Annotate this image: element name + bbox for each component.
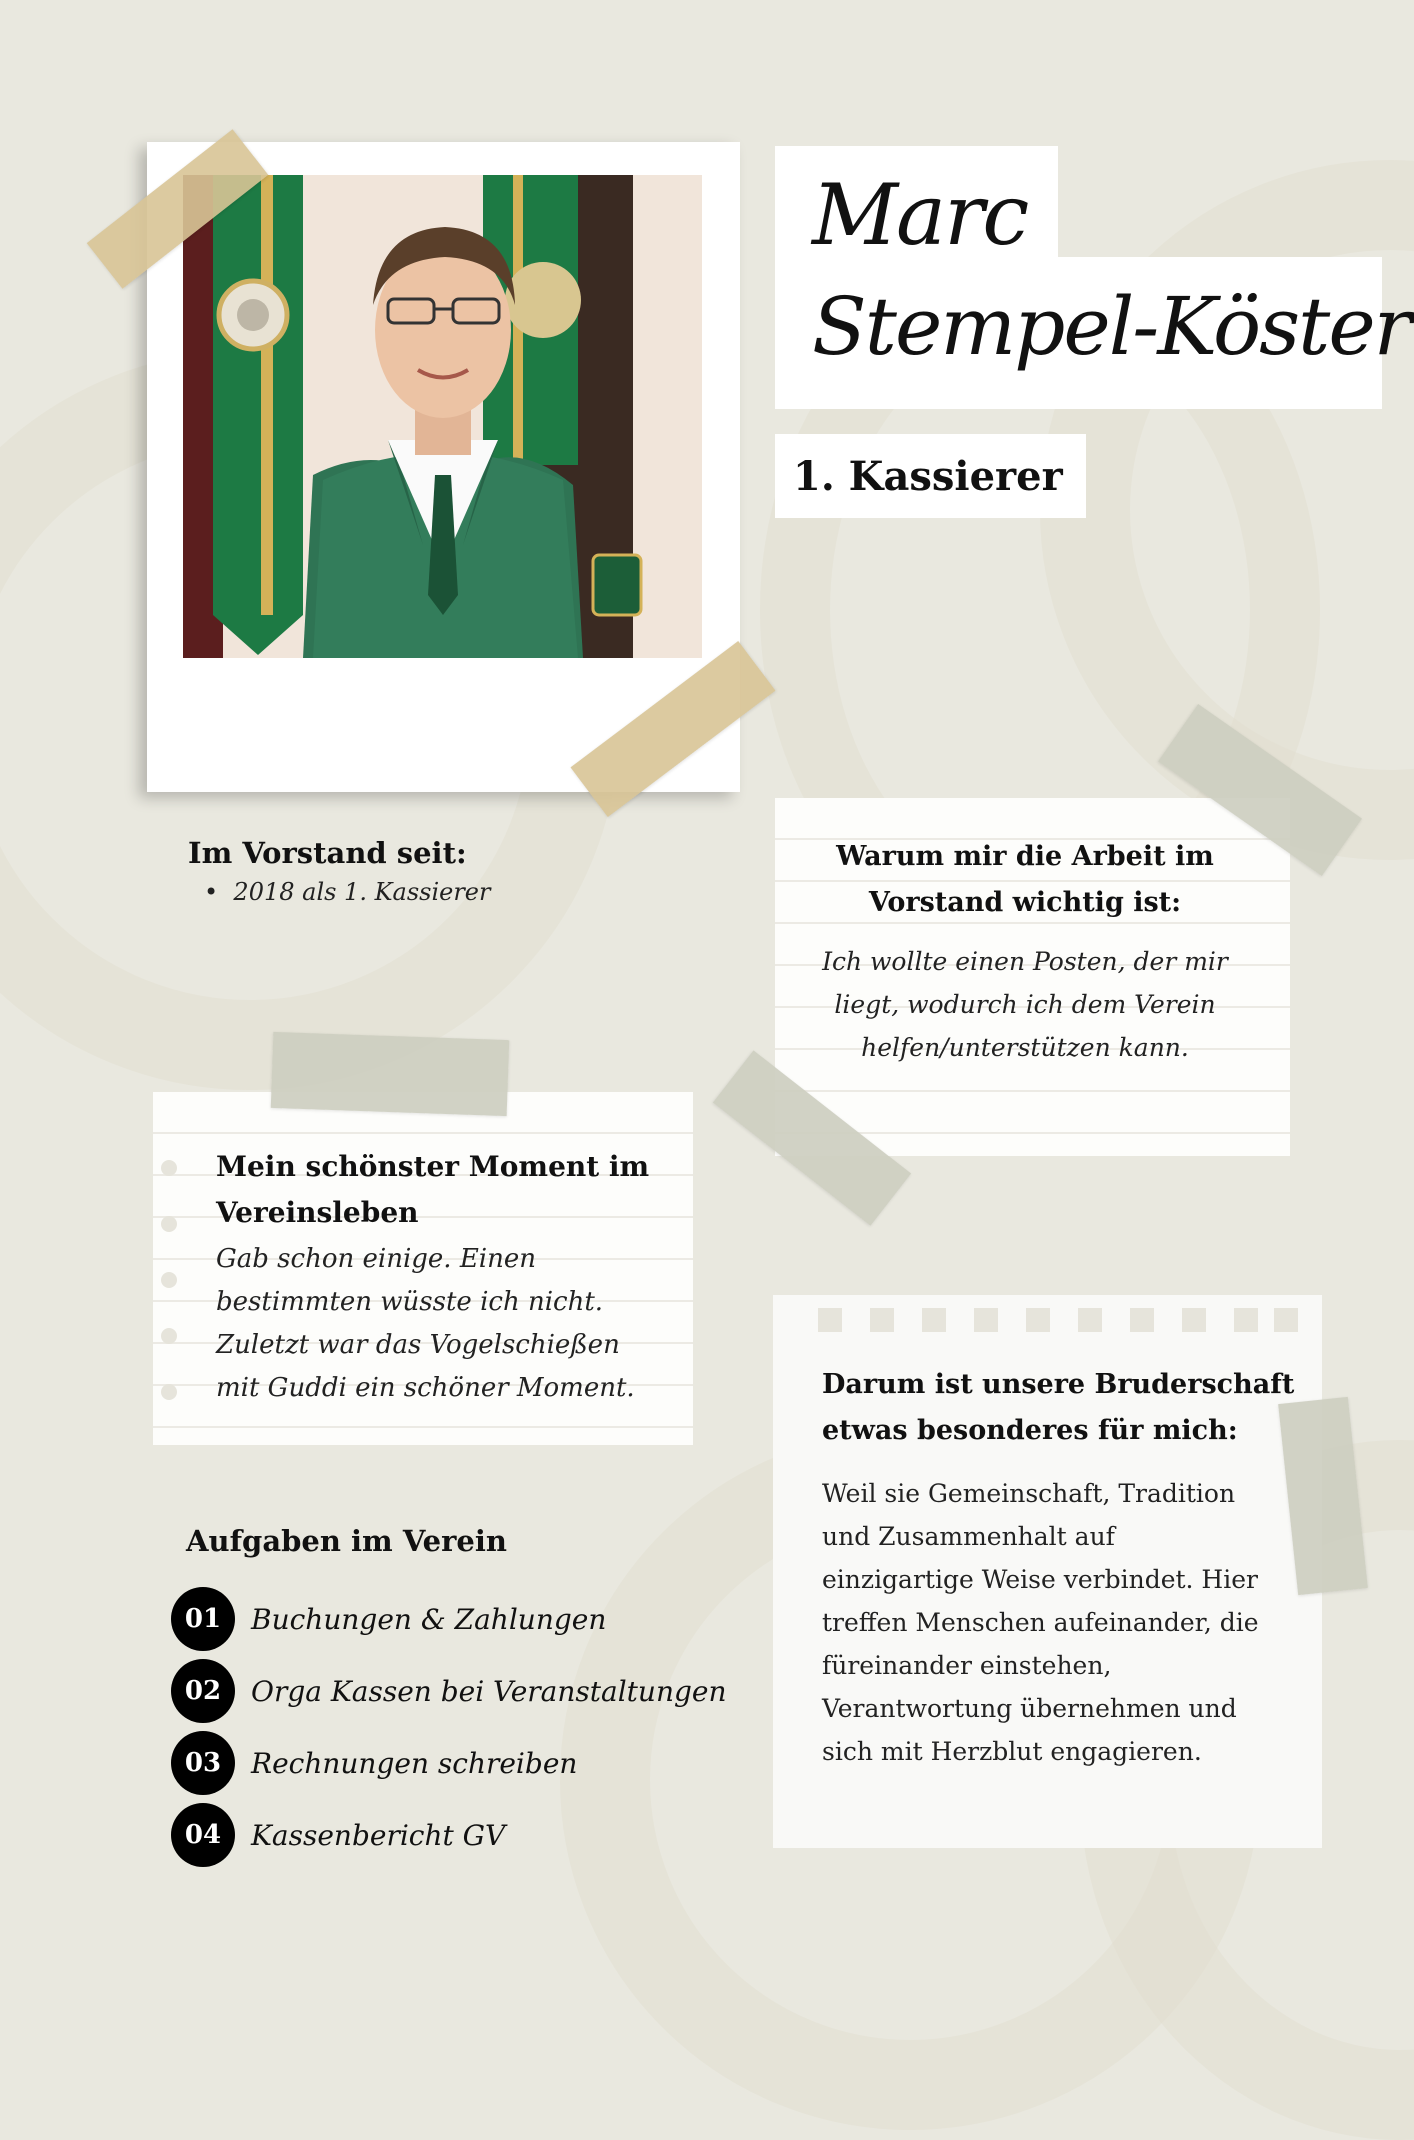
brotherhood-heading-line: Darum ist unsere Bruderschaft	[822, 1369, 1295, 1400]
moment-text	[216, 1238, 635, 1410]
task-number-badge: 02	[171, 1659, 235, 1723]
moment-text-line: mit Guddi ein schöner Moment.	[216, 1373, 635, 1403]
last-name: Stempel-Köster	[812, 280, 1410, 373]
moment-text-line: Gab schon einige. Einen	[216, 1244, 536, 1274]
why-heading-line: Warum mir die Arbeit im	[836, 841, 1214, 872]
brotherhood-text-line: füreinander einstehen,	[822, 1651, 1112, 1680]
brotherhood-text-line: und Zusammenhalt auf	[822, 1522, 1115, 1551]
brotherhood-text	[822, 1472, 1259, 1773]
notebook-tabs-graphic	[818, 1308, 1298, 1334]
notebook-holes-graphic	[160, 1150, 178, 1430]
board-since-text: 2018 als 1. Kassierer	[233, 878, 491, 906]
task-item	[171, 1802, 505, 1868]
task-number-badge: 04	[171, 1803, 235, 1867]
brotherhood-heading	[822, 1362, 1294, 1454]
task-label: Kassenbericht GV	[251, 1818, 506, 1852]
portrait-photo	[183, 175, 702, 658]
moment-text-line: bestimmten wüsste ich nicht.	[216, 1287, 604, 1317]
bullet-icon: •	[204, 878, 234, 906]
board-since-heading: Im Vorstand seit:	[188, 836, 467, 870]
why-text	[795, 940, 1255, 1069]
task-number-badge: 03	[171, 1731, 235, 1795]
brotherhood-text-line: treffen Menschen aufeinander, die	[822, 1608, 1259, 1637]
first-name: Marc	[812, 166, 1028, 264]
why-text-line: Ich wollte einen Posten, der mir	[822, 947, 1228, 976]
moment-heading-line: Vereinsleben	[216, 1196, 419, 1229]
moment-text-line: Zuletzt war das Vogelschießen	[216, 1330, 620, 1360]
why-text-line: liegt, wodurch ich dem Verein	[834, 990, 1216, 1019]
task-item	[171, 1730, 577, 1796]
task-label: Rechnungen schreiben	[251, 1746, 578, 1780]
brotherhood-text-line: sich mit Herzblut engagieren.	[822, 1737, 1202, 1766]
polaroid-frame	[147, 142, 740, 792]
notebook-holes	[160, 1150, 178, 1430]
notebook-tabs	[818, 1308, 1298, 1334]
task-item	[171, 1586, 606, 1652]
why-heading	[795, 834, 1255, 926]
portrait-illustration	[183, 175, 702, 658]
why-text-line: helfen/unterstützen kann.	[861, 1033, 1189, 1062]
brotherhood-text-line: Verantwortung übernehmen und	[822, 1694, 1237, 1723]
moment-heading-line: Mein schönster Moment im	[216, 1150, 650, 1183]
brotherhood-text-line: Weil sie Gemeinschaft, Tradition	[822, 1479, 1236, 1508]
task-label: Orga Kassen bei Veranstaltungen	[251, 1674, 727, 1708]
board-since-item	[204, 878, 490, 906]
task-number-badge: 01	[171, 1587, 235, 1651]
task-label: Buchungen & Zahlungen	[251, 1602, 607, 1636]
role-title: 1. Kassierer	[793, 453, 1063, 500]
tape-strip	[271, 1032, 510, 1116]
tasks-heading: Aufgaben im Verein	[186, 1524, 507, 1558]
brotherhood-heading-line: etwas besonderes für mich:	[822, 1415, 1238, 1446]
why-heading-line: Vorstand wichtig ist:	[868, 887, 1182, 918]
brotherhood-text-line: einzigartige Weise verbindet. Hier	[822, 1565, 1258, 1594]
moment-heading	[216, 1144, 649, 1236]
task-item	[171, 1658, 727, 1724]
